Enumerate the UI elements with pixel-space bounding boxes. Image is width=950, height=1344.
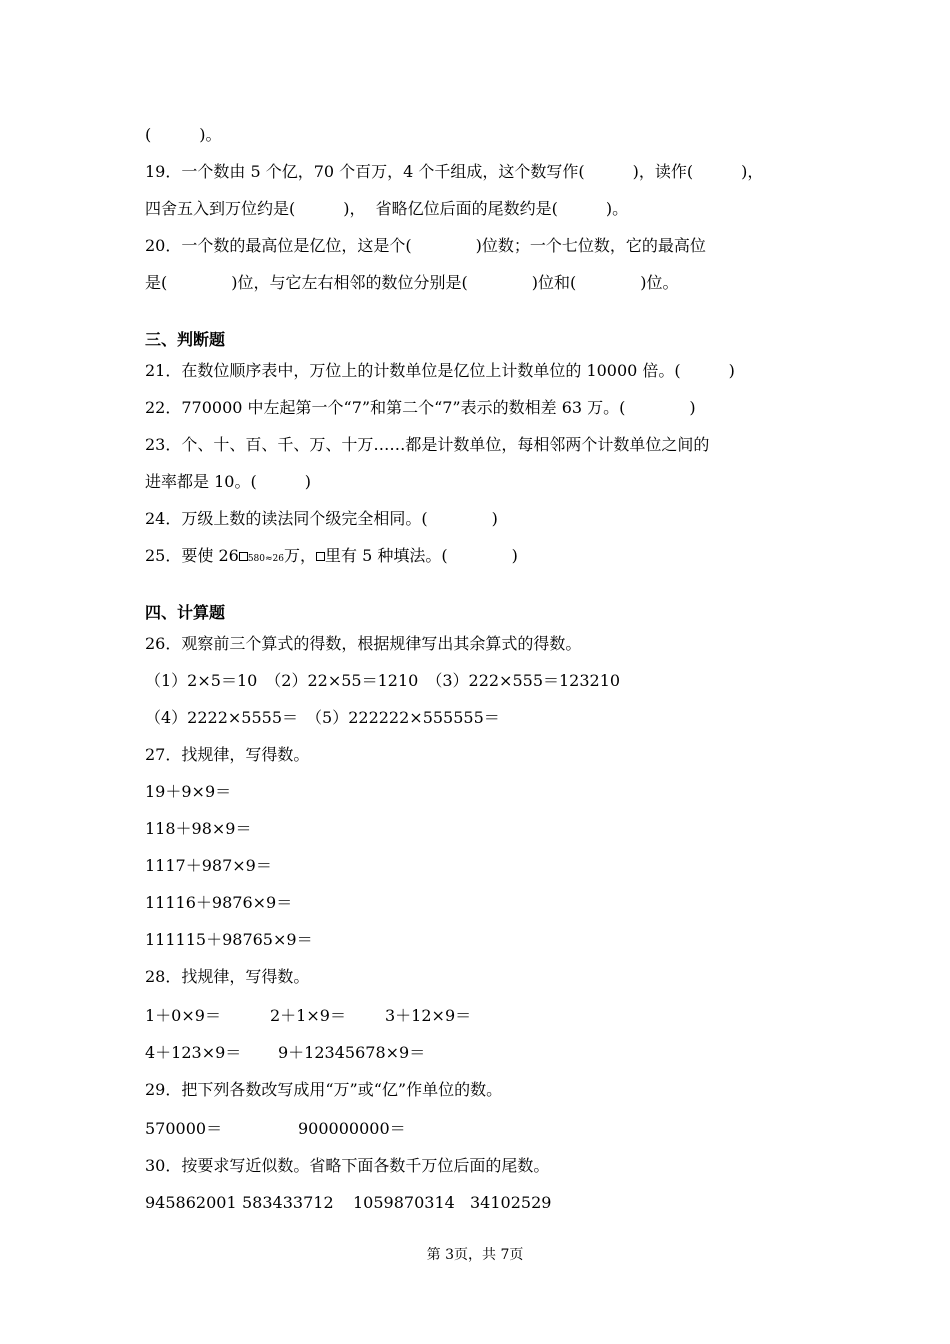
q28-expr-5: 9＋12345678×9＝ <box>278 1043 426 1062</box>
q22: 22．770000 中左起第一个“7”和第二个“7”表示的数相差 63 万。( ) <box>145 398 696 417</box>
q28-expr-4: 4＋123×9＝ <box>145 1043 242 1062</box>
q18-blank-line: ( )。 <box>145 125 222 144</box>
q30: 30．按要求写近似数。省略下面各数千万位后面的尾数。 <box>145 1156 550 1175</box>
q24: 24．万级上数的读法同个级完全相同。( ) <box>145 509 498 528</box>
blank-box-icon <box>239 552 248 561</box>
q26: 26．观察前三个算式的得数，根据规律写出其余算式的得数。 <box>145 634 582 653</box>
q20-line-2: 是( )位，与它左右相邻的数位分别是( )位和( )位。 <box>145 273 679 292</box>
q20-line-1: 20．一个数的最高位是亿位，这是个( )位数；一个七位数，它的最高位 <box>145 236 706 255</box>
q27-expr-1: 19＋9×9＝ <box>145 782 232 801</box>
q29: 29．把下列各数改写成用“万”或“亿”作单位的数。 <box>145 1080 503 1099</box>
q27-expr-3: 1117＋987×9＝ <box>145 856 272 875</box>
page-footer: 第 3页，共 7页 <box>426 1247 524 1263</box>
blank-box-icon <box>316 552 325 561</box>
q29-expr-2: 900000000＝ <box>298 1119 406 1138</box>
q21: 21．在数位顺序表中，万位上的计数单位是亿位上计数单位的 10000 倍。( ) <box>145 361 735 380</box>
section-4-heading: 四、计算题 <box>145 603 226 622</box>
q23-line-2: 进率都是 10。( ) <box>145 472 311 491</box>
q26-row-2: （4）2222×5555＝ （5）222222×555555＝ <box>145 708 500 727</box>
q28-expr-3: 3＋12×9＝ <box>385 1006 472 1025</box>
q28-expr-1: 1＋0×9＝ <box>145 1006 221 1025</box>
q25-mid: 万， <box>284 546 317 565</box>
q25 <box>145 545 518 570</box>
q25-num: 26 <box>272 554 284 564</box>
q25-digits: 580 <box>247 554 265 564</box>
q30-number-4: 34102529 <box>470 1193 552 1212</box>
approx-sign: ≈ <box>265 554 273 564</box>
q26-row-1: （1）2×5＝10 （2）22×55＝1210 （3）222×555＝123210 <box>145 671 621 690</box>
q30-number-2: 583433712 <box>242 1193 334 1212</box>
q28: 28．找规律，写得数。 <box>145 967 310 986</box>
q27-expr-4: 11116＋9876×9＝ <box>145 893 293 912</box>
q30-number-3: 1059870314 <box>353 1193 455 1212</box>
q25-prefix: 25．要使 26 <box>145 546 239 565</box>
q19-line-2: 四舍五入到万位约是( )， 省略亿位后面的尾数约是( )。 <box>145 199 629 218</box>
q27-expr-2: 118＋98×9＝ <box>145 819 252 838</box>
q30-number-1: 945862001 <box>145 1193 237 1212</box>
q19-line-1: 19．一个数由 5 个亿，70 个百万，4 个千组成，这个数写作( )，读作( )， <box>145 162 764 181</box>
q29-expr-1: 570000＝ <box>145 1119 223 1138</box>
q28-expr-2: 2＋1×9＝ <box>270 1006 346 1025</box>
section-3-heading: 三、判断题 <box>145 330 226 349</box>
q27: 27．找规律，写得数。 <box>145 745 310 764</box>
q27-expr-5: 111115＋98765×9＝ <box>145 930 313 949</box>
q25-post: 里有 5 种填法。( ) <box>325 546 518 565</box>
q23-line-1: 23．个、十、百、千、万、十万……都是计数单位，每相邻两个计数单位之间的 <box>145 435 710 454</box>
